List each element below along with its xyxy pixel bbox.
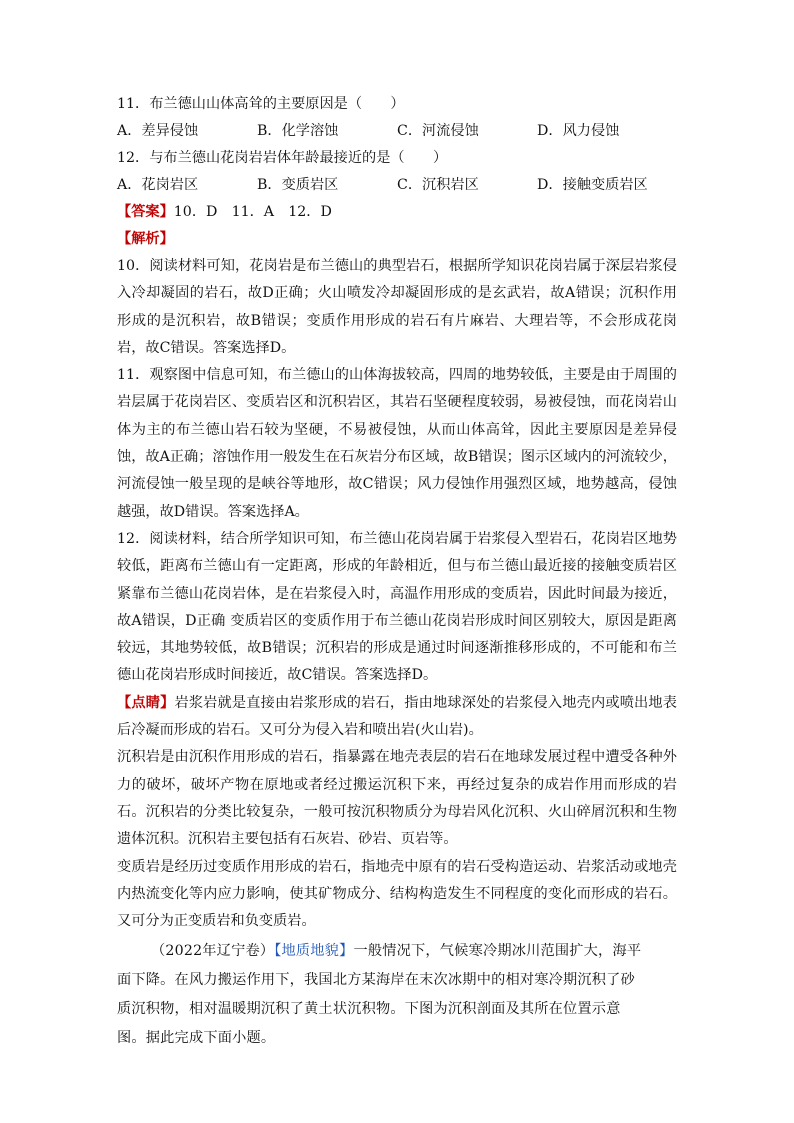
explanation-12: 12．阅读材料，结合所学知识可知，布兰德山花岗岩属于岩浆侵入型岩石，花岗岩区地势较低，距离布兰德山有一定距离，形成的年龄相近，但与布兰德山最近接的接触变质岩区紧靠布兰德山花岗岩体，是在岩浆侵入时，高温作用形成的变质岩，因此时间最为接近，故A错误，D正确 变质岩区的变质作用于布兰德山花岗岩形成时间区别较大，原因是距离较远，其地势较低，故B错误；沉积岩的形成是通过时间逐渐推移形成的，不可能和布兰德山花岗岩形成时间接近，故C错误。答案选择D。	[117, 530, 677, 684]
option-d: D．风力侵蚀	[537, 123, 620, 139]
explanation-11: 11．观察图中信息可知，布兰德山的山体海拔较高，四周的地势较低，主要是由于周围的岩层属于花岗岩区、变质岩区和沉积岩区，其岩石坚硬程度较弱，易被侵蚀，而花岗岩山体为主的布兰德山岩石较为坚硬，不易被侵蚀，从而山体高耸，因此主要原因是差异侵蚀，故A正确；溶蚀作用一般发生在石灰岩分布区域，故B错误；图示区域内的河流较少，河流侵蚀一般呈现的是峡谷等地形，故C错误；风力侵蚀作用强烈区域，地势越高，侵蚀越强，故D错误。答案选择A。	[117, 367, 677, 520]
answer-text: 10．D 11．A 12．D	[173, 204, 332, 220]
option-c: C．河流侵蚀	[397, 123, 479, 139]
topic-tag: 【地质地貌】	[274, 943, 354, 960]
question-12: 12．与布兰德山花岗岩岩体年龄最接近的是（ ）	[117, 150, 448, 166]
question-content	[117, 91, 677, 1053]
next-question-intro	[117, 937, 647, 1053]
metamorphic-paragraph: 变质岩是经历过变质作用形成的岩石，指地壳中原有的岩石受构造运动、岩浆活动或地壳内热流变化等内应力影响，使其矿物成分、结构构造发生不同程度的变化而形成的岩石。又可分为正变质岩和负变质岩。	[117, 858, 677, 930]
answer-line	[117, 199, 677, 226]
explanation-10: 10．阅读材料可知，花岗岩是布兰德山的典型岩石，根据所学知识花岗岩属于深层岩浆侵入冷却凝固的岩石，故D正确；火山喷发冷却凝固形成的是玄武岩，故A错误；沉积作用形成的是沉积岩，故B错误；变质作用形成的岩石有片麻岩、大理岩等，不会形成花岗岩，故C错误。答案选择D。	[117, 258, 677, 356]
dianjing-tag: 【点睛】	[117, 694, 175, 711]
analysis-tag: 【解析】	[117, 231, 174, 247]
option-b: B．变质岩区	[257, 177, 339, 193]
option-b: B．化学溶蚀	[257, 123, 339, 139]
question-11-options	[117, 118, 677, 145]
intro-text: 一般情况下，气候寒冷期冰川范围扩大，海平面下降。在风力搬运作用下，我国北方某海岸在末次冰期中的相对寒冷期沉积了砂质沉积物，相对温暖期沉积了黄土状沉积物。下图为沉积剖面及其所在位置示意图。据此完成下面小题。	[117, 943, 642, 1047]
option-c: C．沉积岩区	[397, 177, 479, 193]
option-d: D．接触变质岩区	[537, 177, 648, 193]
option-a: A．差异侵蚀	[117, 123, 199, 139]
option-a: A．花岗岩区	[117, 177, 199, 193]
source-label: （2022年辽宁卷）	[151, 943, 275, 960]
analysis-heading	[117, 226, 677, 253]
sedimentary-paragraph: 沉积岩是由沉积作用形成的岩石，指暴露在地壳表层的岩石在地球发展过程中遭受各种外力的破坏，破坏产物在原地或者经过搬运沉积下来，再经过复杂的成岩作用而形成的岩石。沉积岩的分类比较复杂，一般可按沉积物质分为母岩风化沉积、火山碎屑沉积和生物遗体沉积。沉积岩主要包括有石灰岩、砂岩、页岩等。	[117, 749, 677, 848]
question-12-options	[117, 172, 677, 199]
dianjing-paragraph	[117, 690, 677, 745]
dianjing-text: 岩浆岩就是直接由岩浆形成的岩石，指由地球深处的岩浆侵入地壳内或喷出地表后冷凝而形成的岩石。又可分为侵入岩和喷出岩(火山岩)。	[117, 694, 677, 739]
answer-tag: 【答案】	[117, 204, 174, 220]
question-11: 11．布兰德山山体高耸的主要原因是（ ）	[117, 96, 405, 112]
